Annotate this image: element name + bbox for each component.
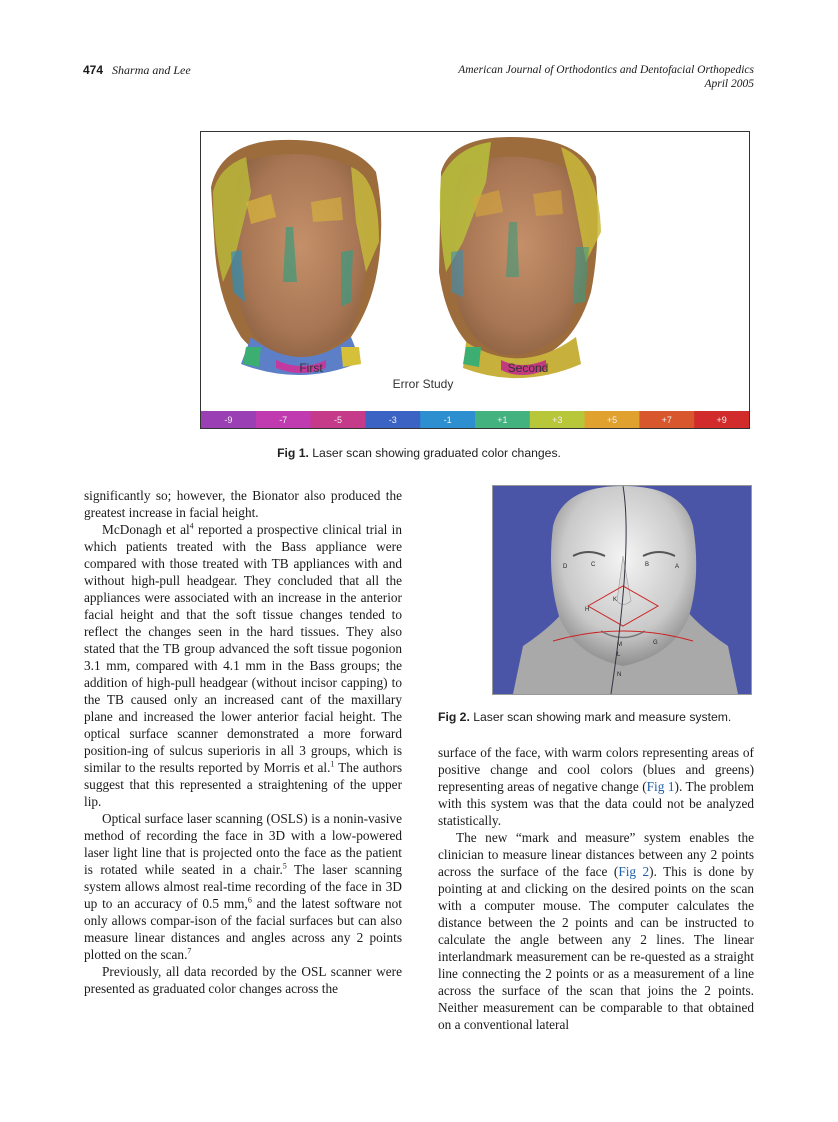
point-m: M [617,642,622,648]
citation: 4 [189,521,194,531]
figure-2-caption-label: Fig 2. [438,710,470,724]
point-g: G [653,640,658,646]
point-k: K [613,597,618,603]
running-head-left [83,63,191,78]
paragraph: Optical surface laser scanning (OSLS) is a nonin-vasive method of recording the face in 3D with a low-powered laser light line that is projected onto the face as the patient is rotated while seated in a chair.$^5$ The laser scanning system allows almost real-time recording of the face in 3D up to an accuracy of 0.5 mm,$^6$ and the latest software not only allows compar-ison of the facial surfaces but can also measure linear distances and angles across any 2 points plotted on the scan.$^7$ [84,811,402,962]
figure-1-title: Error Study [392,377,454,391]
citation: 6 [247,895,252,905]
scale-label: +3 [552,415,563,425]
label-second: Second [507,361,549,375]
scale-label: -3 [388,415,397,425]
figure-link[interactable]: Fig 1 [646,779,675,794]
scale-label: -9 [224,415,233,425]
color-scale-bar [201,411,749,428]
figure-2-caption-text: Laser scan showing mark and measure system. [473,710,732,724]
scale-label: +7 [661,415,672,425]
scale-label: -7 [279,415,288,425]
figure-2-image [493,486,751,694]
figure-2 [492,485,752,695]
figure-2-caption [438,710,731,724]
label-first: First [299,361,323,375]
running-head-authors: Sharma and Lee [112,63,191,77]
paragraph: Previously, all data recorded by the OSL scanner were presented as graduated color changes across the [84,964,402,996]
point-d: D [563,564,568,570]
point-a: A [675,564,680,570]
scale-label: -1 [443,415,452,425]
paragraph: significantly so; however, the Bionator also produced the greatest increase in facial height. [84,488,402,520]
point-h: H [585,607,590,613]
figure-link[interactable]: Fig 2 [618,864,650,879]
scale-label: -5 [333,415,343,425]
scale-label: +1 [497,415,508,425]
figure-1-caption-label: Fig 1. [277,446,309,460]
figure-1-caption [0,446,838,460]
running-head-right [458,63,754,91]
paragraph: McDonagh et $al^4$ reported a prospective clinical trial in which patients treated with the Bass appliance were compared with those treated with TB appliances with and without high-pull headgear. They concluded that all the appliances were associated with an increase in the anterior facial height and that the soft tissue changes tended to reflect the changes seen in the hard tissues. They also stated that the TB group advanced the soft tissue pogonion 3.1 mm, compared with 4.1 mm in the Bass groups; the addition of high-pull headgear (without incisor capping) to the TB caused only an increased cant of the maxillary plane and increased the lower anterior facial height. The optical surface scanner demonstrated a more forward position-ing of sulcus superioris in all 3 groups, which is similar to the results reported by Morris et al.$^1$ The authors suggest that this represented a straightening of the upper lip. [84,521,402,809]
point-b: B [645,562,650,568]
journal-title: American Journal of Orthodontics and Dentofacial Orthopedics [458,64,754,76]
figure-1-caption-text: Laser scan showing graduated color changes. [312,446,561,460]
scale-label: +9 [716,415,727,425]
issue-date: April 2005 [704,78,754,90]
point-l: L [617,652,621,658]
citation: 5 [282,861,287,871]
citation: 1 [330,759,335,769]
figure-1-image [201,132,749,428]
point-n: N [617,672,622,678]
body-column-left [84,487,402,997]
scale-label: +5 [606,415,618,425]
figure-1 [200,131,750,429]
paragraph: surface of the face, with warm colors representing areas of positive change and cool colors (blues and greens) representing areas of negative change (Fig 1). The problem with this system was that the data could not be analyzed statistically. [438,745,754,828]
paragraph: The new “mark and measure” system enables the clinician to measure linear distances between any 2 points across the surface of the face (Fig 2). This is done by pointing at and clicking on the desired points on the scan with a computer mouse. The computer calculates the distance between the 2 points and can be instructed to calculate the angle between any 2 lines. The linear interlandmark measurement can be re-quested as a straight line connecting the 2 points or as a measurement of a line across the surface of the scan that joins the 2 points. Neither measurement can be comparable to that obtained on a conventional lateral [438,830,755,1032]
point-c: C [591,562,596,568]
body-column-right [438,744,754,1033]
citation: 7 [187,946,192,956]
page-number: 474 [83,63,104,77]
